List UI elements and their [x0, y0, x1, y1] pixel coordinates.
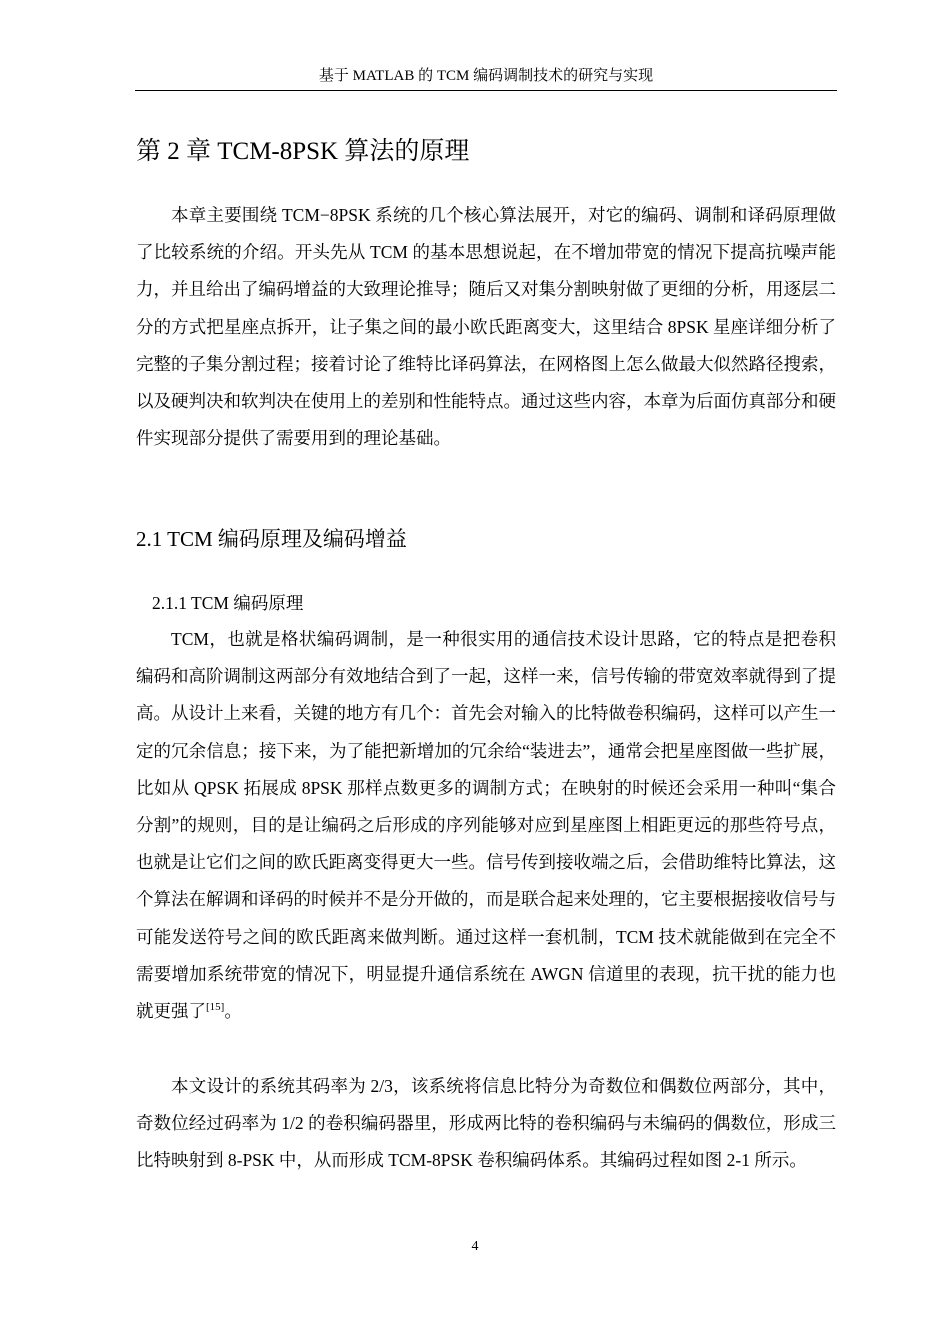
chapter-intro-paragraph: 本章主要围绕 TCM−8PSK 系统的几个核心算法展开，对它的编码、调制和译码原理做了比较系统的介绍。开头先从 TCM 的基本思想说起，在不增加带宽的情况下提高抗噪声能力，并且给出了编码增益的大致理论推导；随后又对集分割映射做了更细的分析，用逐层二分的方式把星座点拆开，让子集之间的最小欧氏距离变大，这里结合 8PSK 星座详细分析了完整的子集分割过程；接着讨论了维特比译码算法，在网格图上怎么做最大似然路径搜索，以及硬判决和软判决在使用上的差别和性能特点。通过这些内容，本章为后面仿真部分和硬件实现部分提供了需要用到的理论基础。	[136, 205, 836, 449]
tcm-principle-paragraph	[136, 621, 836, 1030]
paragraph-end-punctuation: 。	[224, 1001, 242, 1022]
subsection-title: 2.1.1 TCM 编码原理	[152, 593, 304, 613]
citation-reference[interactable]: [15]	[206, 1001, 225, 1014]
section-title: 2.1 TCM 编码原理及编码增益	[136, 527, 407, 551]
header-rule	[135, 90, 837, 91]
chapter-title: 第 2 章 TCM-8PSK 算法的原理	[136, 138, 470, 165]
system-design-paragraph: 本文设计的系统其码率为 2/3，该系统将信息比特分为奇数位和偶数位两部分，其中，奇数位经过码率为 1/2 的卷积编码器里，形成两比特的卷积编码与未编码的偶数位，形成三比特映射到 8-PSK 中，从而形成 TCM-8PSK 卷积编码体系。其编码过程如图 2-1 所示。	[136, 1076, 836, 1171]
running-header: 基于 MATLAB 的 TCM 编码调制技术的研究与实现	[318, 68, 654, 84]
page-number: 4	[471, 1239, 479, 1254]
tcm-principle-text: TCM，也就是格状编码调制，是一种很实用的通信技术设计思路，它的特点是把卷积编码和高阶调制这两部分有效地结合到了一起，这样一来，信号传输的带宽效率就得到了提高。从设计上来看，关键的地方有几个：首先会对输入的比特做卷积编码，这样可以产生一定的冗余信息；接下来，为了能把新增加的冗余给“装进去”，通常会把星座图做一些扩展，比如从 QPSK 拓展成 8PSK 那样点数更多的调制方式；在映射的时候还会采用一种叫“集合分割”的规则，目的是让编码之后形成的序列能够对应到星座图上相距更远的那些符号点，也就是让它们之间的欧氏距离变得更大一些。信号传到接收端之后，会借助维特比算法，这个算法在解调和译码的时候并不是分开做的，而是联合起来处理的，它主要根据接收信号与可能发送符号之间的欧氏距离来做判断。通过这样一套机制，TCM 技术就能做到在完全不需要增加系统带宽的情况下，明显提升通信系统在 AWGN 信道里的表现，抗干扰的能力也就更强了	[136, 629, 836, 1022]
